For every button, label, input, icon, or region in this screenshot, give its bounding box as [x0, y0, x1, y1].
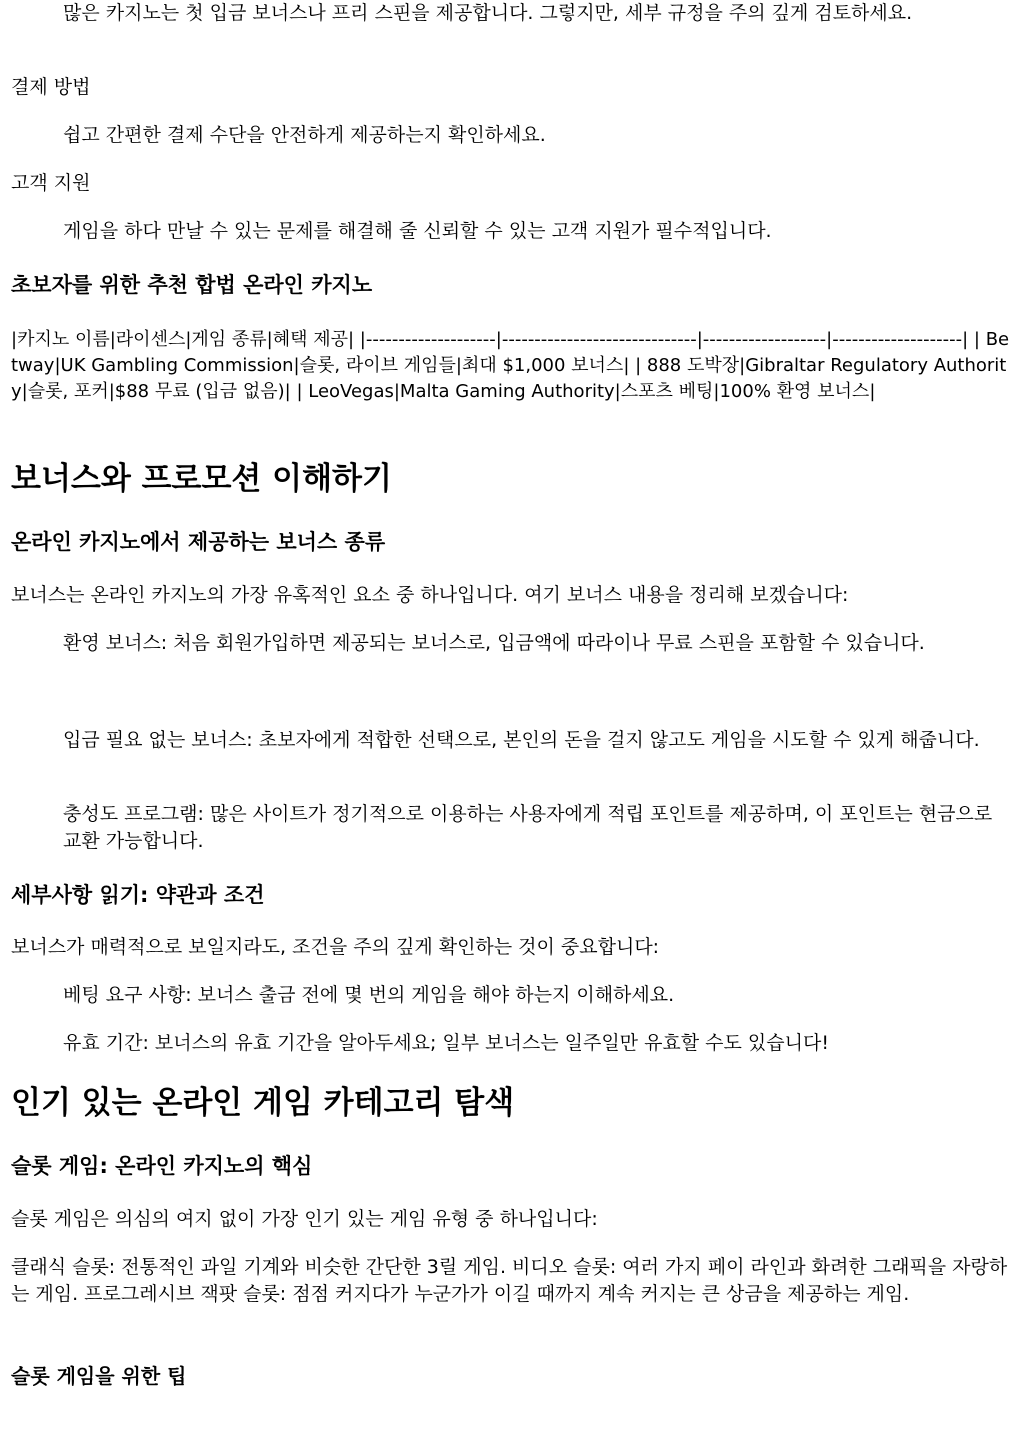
bonus-intro-text: 보너스는 온라인 카지노의 가장 유혹적인 요소 중 하나입니다. 여기 보너스 내용을 정리해 보겠습니다:	[11, 584, 849, 606]
casino-table-raw-text: |카지노 이름|라이센스|게임 종류|혜택 제공| |--------------------|------------------------------|-------------------|--------------------| | Betway|UK Gambling Commission|슬롯, 라이브 게임들|최대 $1,000 보너스| | 888 도박장|Gibraltar Regulatory Authority|슬롯, 포커|$88 무료 (입금 없음)| | LeoVegas|Malta Gaming Authority|스포츠 베팅|100% 환영 보너스|	[11, 329, 1010, 402]
wagering-requirement-item: 베팅 요구 사항: 보너스 출금 전에 몇 번의 게임을 해야 하는지 이해하세요.	[63, 984, 675, 1006]
validity-period-item: 유효 기간: 보너스의 유효 기간을 알아두세요; 일부 보너스는 일주일만 유효할 수도 있습니다!	[63, 1032, 829, 1054]
game-categories-heading: 인기 있는 온라인 게임 카테고리 탐색	[11, 1085, 515, 1121]
first-deposit-bonus-note: 많은 카지노는 첫 입금 보너스나 프리 스핀을 제공합니다. 그렇지만, 세부 규정을 주의 깊게 검토하세요.	[63, 2, 913, 24]
slot-types-text: 클래식 슬롯: 전통적인 과일 기계와 비슷한 간단한 3릴 게임. 비디오 슬롯: 여러 가지 페이 라인과 화려한 그래픽을 자랑하는 게임. 프로그레시브 잭팟 슬롯: 점점 커지다가 누군가가 이길 때까지 계속 커지는 큰 상금을 제공하는 게임.	[11, 1256, 1008, 1305]
bonuses-section-heading: 보너스와 프로모션 이해하기	[11, 461, 392, 497]
terms-conditions-heading: 세부사항 읽기: 약관과 조건	[11, 883, 265, 907]
terms-intro-text: 보너스가 매력적으로 보일지라도, 조건을 주의 깊게 확인하는 것이 중요합니다:	[11, 936, 660, 958]
slot-games-heading: 슬롯 게임: 온라인 카지노의 핵심	[11, 1154, 313, 1178]
slot-tips-heading: 슬롯 게임을 위한 팁	[11, 1364, 187, 1388]
recommended-casinos-heading: 초보자를 위한 추천 합법 온라인 카지노	[11, 273, 373, 297]
payment-methods-label: 결제 방법	[11, 76, 91, 98]
slot-games-intro: 슬롯 게임은 의심의 여지 없이 가장 인기 있는 게임 유형 중 하나입니다:	[11, 1208, 598, 1230]
welcome-bonus-item: 환영 보너스: 처음 회원가입하면 제공되는 보너스로, 입금액에 따라이나 무료 스핀을 포함할 수 있습니다.	[63, 632, 925, 654]
no-deposit-bonus-item: 입금 필요 없는 보너스: 초보자에게 적합한 선택으로, 본인의 돈을 걸지 않고도 게임을 시도할 수 있게 해줍니다.	[63, 729, 980, 751]
loyalty-program-item: 충성도 프로그램: 많은 사이트가 정기적으로 이용하는 사용자에게 적립 포인트를 제공하며, 이 포인트는 현금으로 교환 가능합니다.	[63, 803, 993, 852]
customer-support-label: 고객 지원	[11, 172, 91, 194]
payment-methods-text: 쉽고 간편한 결제 수단을 안전하게 제공하는지 확인하세요.	[63, 124, 546, 146]
bonus-types-heading: 온라인 카지노에서 제공하는 보너스 종류	[11, 530, 386, 554]
customer-support-text: 게임을 하다 만날 수 있는 문제를 해결해 줄 신뢰할 수 있는 고객 지원가 필수적입니다.	[63, 220, 772, 242]
